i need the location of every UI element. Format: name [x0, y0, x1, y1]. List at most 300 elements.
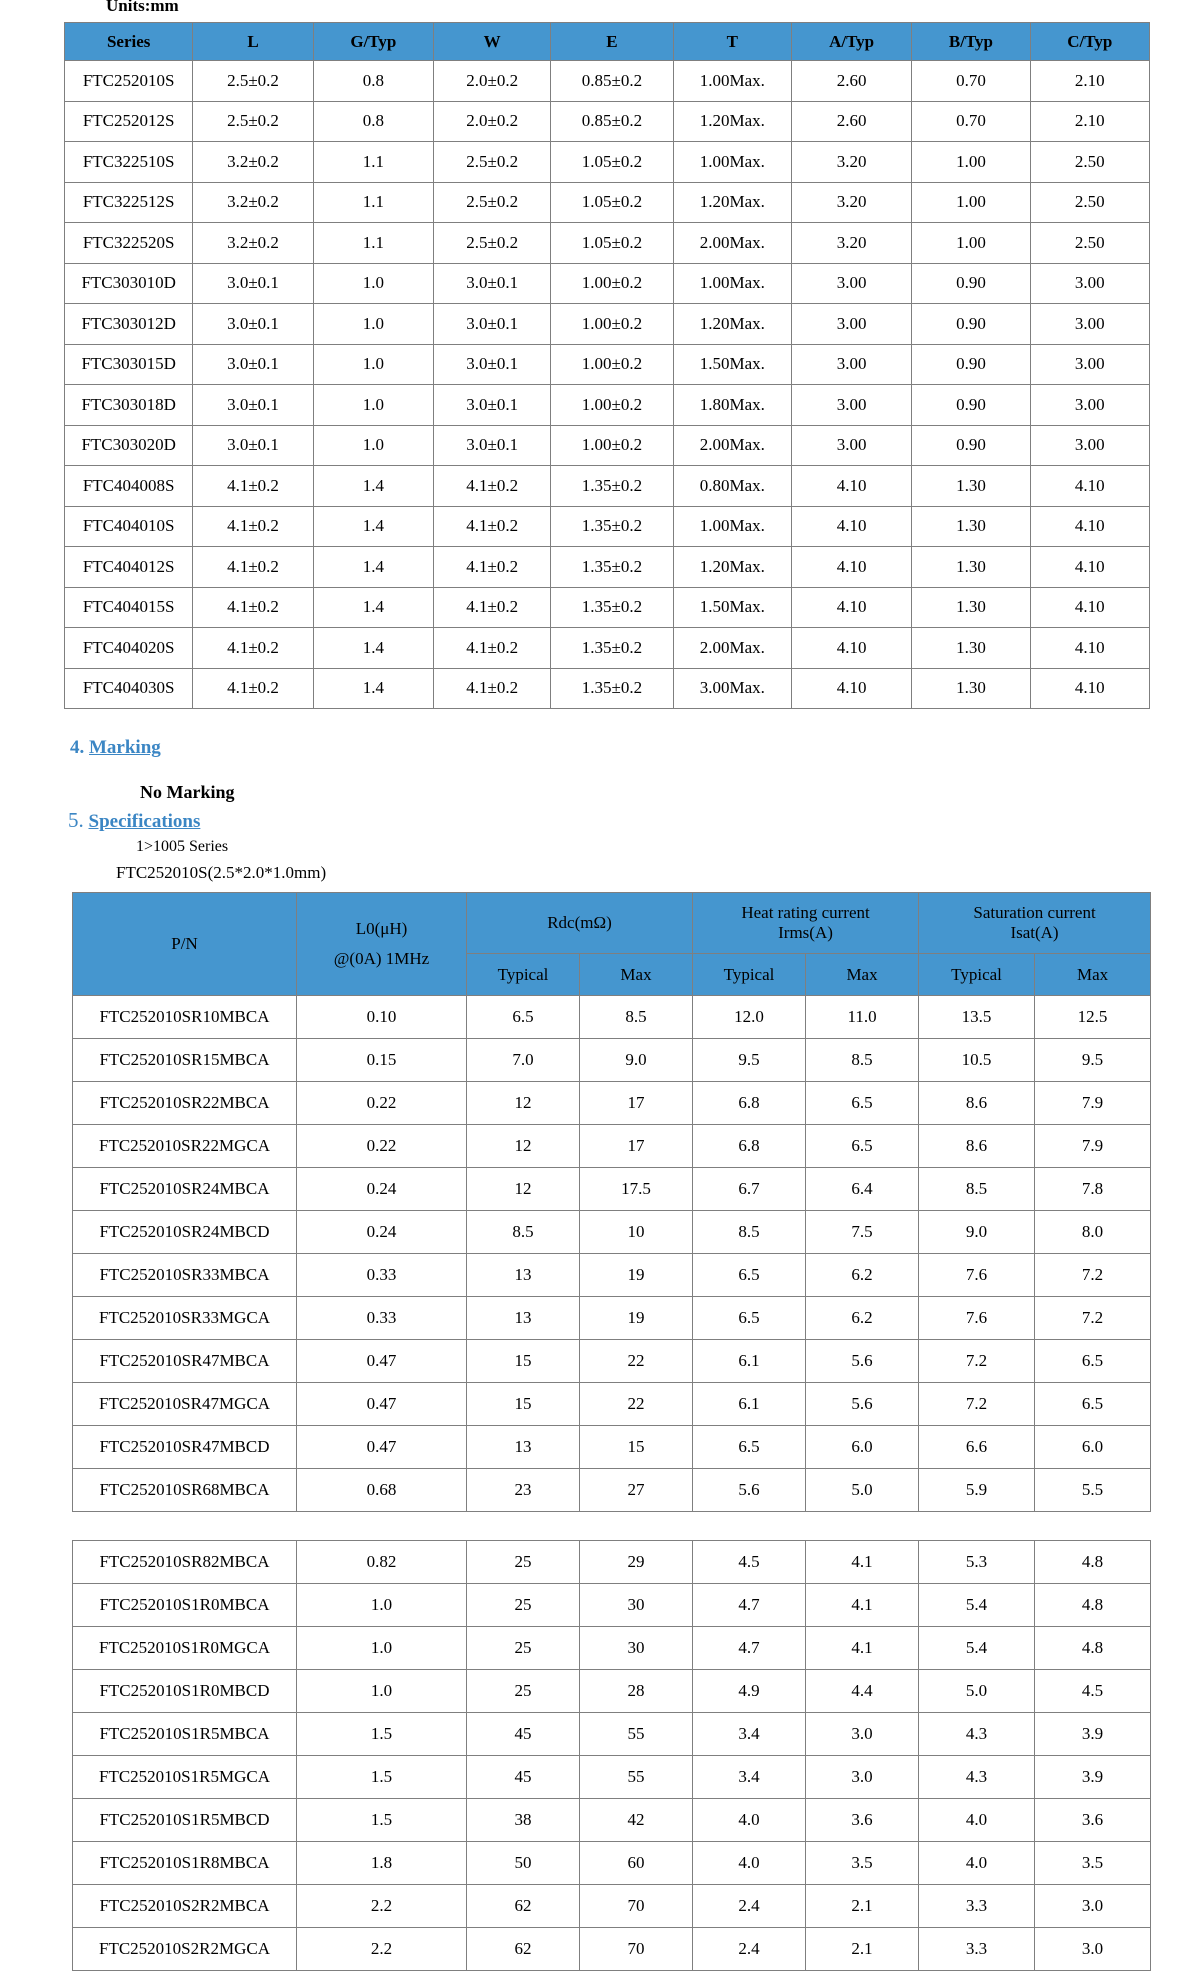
- cell-heat-typical: 5.6: [693, 1469, 806, 1512]
- table-row: [73, 1168, 1151, 1211]
- cell-g-typ: 1.4: [313, 466, 433, 507]
- cell-heat-max: 3.0: [806, 1713, 919, 1756]
- cell-e: 1.05±0.2: [551, 142, 673, 183]
- cell-b-typ: 0.90: [912, 263, 1030, 304]
- cell-series: FTC303012D: [65, 304, 193, 345]
- cell-sat-max: 6.0: [1035, 1426, 1151, 1469]
- cell-heat-typical: 6.8: [693, 1082, 806, 1125]
- cell-rdc-typical: 15: [467, 1383, 580, 1426]
- cell-heat-typical: 4.7: [693, 1627, 806, 1670]
- cell-pn: FTC252010SR22MBCA: [73, 1082, 297, 1125]
- cell-sat-max: 7.2: [1035, 1254, 1151, 1297]
- cell-b-typ: 0.90: [912, 304, 1030, 345]
- header-l: L: [193, 23, 313, 61]
- table-row: [73, 1541, 1151, 1584]
- cell-pn: FTC252010SR24MBCD: [73, 1211, 297, 1254]
- cell-c-typ: 3.00: [1030, 425, 1149, 466]
- spec-table: [72, 892, 1151, 1512]
- cell-pn: FTC252010SR33MBCA: [73, 1254, 297, 1297]
- cell-t: 2.00Max.: [673, 425, 791, 466]
- cell-heat-typical: 6.7: [693, 1168, 806, 1211]
- cell-rdc-max: 17.5: [580, 1168, 693, 1211]
- cell-t: 1.20Max.: [673, 547, 791, 588]
- cell-rdc-max: 19: [580, 1254, 693, 1297]
- table-row: [73, 1340, 1151, 1383]
- table-row: [65, 506, 1150, 547]
- cell-c-typ: 4.10: [1030, 547, 1149, 588]
- cell-l: 4.1±0.2: [193, 466, 313, 507]
- cell-series: FTC303018D: [65, 385, 193, 426]
- cell-t: 1.80Max.: [673, 385, 791, 426]
- cell-inductance: 1.8: [297, 1842, 467, 1885]
- cell-a-typ: 3.20: [791, 142, 911, 183]
- cell-pn: FTC252010SR47MBCD: [73, 1426, 297, 1469]
- cell-rdc-typical: 23: [467, 1469, 580, 1512]
- cell-c-typ: 2.50: [1030, 142, 1149, 183]
- cell-rdc-typical: 13: [467, 1254, 580, 1297]
- cell-c-typ: 3.00: [1030, 385, 1149, 426]
- dimension-table: [64, 22, 1150, 709]
- cell-rdc-typical: 12: [467, 1125, 580, 1168]
- cell-pn: FTC252010SR22MGCA: [73, 1125, 297, 1168]
- table-row: [73, 1469, 1151, 1512]
- cell-a-typ: 4.10: [791, 587, 911, 628]
- spec-table-body: [73, 1541, 1151, 1971]
- cell-heat-max: 6.0: [806, 1426, 919, 1469]
- cell-rdc-max: 27: [580, 1469, 693, 1512]
- cell-heat-typical: 4.5: [693, 1541, 806, 1584]
- cell-heat-max: 5.6: [806, 1340, 919, 1383]
- cell-sat-max: 3.5: [1035, 1842, 1151, 1885]
- spec-header-row: [73, 893, 1151, 954]
- cell-rdc-typical: 25: [467, 1541, 580, 1584]
- cell-a-typ: 4.10: [791, 506, 911, 547]
- cell-g-typ: 1.1: [313, 142, 433, 183]
- cell-g-typ: 1.4: [313, 547, 433, 588]
- cell-w: 4.1±0.2: [434, 587, 551, 628]
- header-series: Series: [65, 23, 193, 61]
- cell-t: 1.20Max.: [673, 304, 791, 345]
- cell-sat-max: 3.0: [1035, 1928, 1151, 1971]
- cell-sat-max: 3.9: [1035, 1713, 1151, 1756]
- cell-e: 1.05±0.2: [551, 182, 673, 223]
- cell-series: FTC404010S: [65, 506, 193, 547]
- cell-t: 1.00Max.: [673, 142, 791, 183]
- cell-l: 4.1±0.2: [193, 506, 313, 547]
- table-row: [65, 668, 1150, 709]
- header-heat-typical: Typical: [693, 954, 806, 996]
- table-row: [65, 547, 1150, 588]
- cell-heat-max: 7.5: [806, 1211, 919, 1254]
- cell-w: 3.0±0.1: [434, 344, 551, 385]
- cell-sat-max: 6.5: [1035, 1383, 1151, 1426]
- cell-pn: FTC252010SR68MBCA: [73, 1469, 297, 1512]
- cell-a-typ: 3.00: [791, 344, 911, 385]
- cell-rdc-typical: 6.5: [467, 996, 580, 1039]
- cell-heat-typical: 4.7: [693, 1584, 806, 1627]
- cell-inductance: 0.82: [297, 1541, 467, 1584]
- cell-series: FTC322510S: [65, 142, 193, 183]
- dimension-table-body: [65, 61, 1150, 709]
- cell-rdc-max: 15: [580, 1426, 693, 1469]
- cell-w: 2.5±0.2: [434, 142, 551, 183]
- table-row: [65, 61, 1150, 102]
- cell-rdc-typical: 15: [467, 1340, 580, 1383]
- cell-heat-typical: 12.0: [693, 996, 806, 1039]
- cell-t: 1.00Max.: [673, 506, 791, 547]
- cell-a-typ: 4.10: [791, 547, 911, 588]
- cell-sat-max: 4.5: [1035, 1670, 1151, 1713]
- table-row: [65, 344, 1150, 385]
- cell-c-typ: 4.10: [1030, 506, 1149, 547]
- cell-pn: FTC252010SR33MGCA: [73, 1297, 297, 1340]
- cell-rdc-typical: 25: [467, 1584, 580, 1627]
- cell-pn: FTC252010SR47MGCA: [73, 1383, 297, 1426]
- table-row: [73, 1670, 1151, 1713]
- cell-c-typ: 4.10: [1030, 466, 1149, 507]
- cell-sat-max: 5.5: [1035, 1469, 1151, 1512]
- cell-b-typ: 1.30: [912, 587, 1030, 628]
- cell-w: 2.5±0.2: [434, 182, 551, 223]
- table-row: [73, 1383, 1151, 1426]
- cell-pn: FTC252010S1R0MGCA: [73, 1627, 297, 1670]
- cell-a-typ: 4.10: [791, 668, 911, 709]
- cell-rdc-max: 70: [580, 1928, 693, 1971]
- cell-a-typ: 3.00: [791, 263, 911, 304]
- cell-l: 2.5±0.2: [193, 61, 313, 102]
- cell-rdc-typical: 45: [467, 1713, 580, 1756]
- cell-sat-typical: 7.2: [919, 1340, 1035, 1383]
- cell-inductance: 0.68: [297, 1469, 467, 1512]
- cell-t: 3.00Max.: [673, 668, 791, 709]
- cell-pn: FTC252010S2R2MGCA: [73, 1928, 297, 1971]
- table-row: [73, 1125, 1151, 1168]
- cell-sat-typical: 4.0: [919, 1842, 1035, 1885]
- cell-g-typ: 1.0: [313, 425, 433, 466]
- cell-a-typ: 2.60: [791, 61, 911, 102]
- table-row: [73, 1082, 1151, 1125]
- cell-l: 4.1±0.2: [193, 547, 313, 588]
- cell-pn: FTC252010S1R0MBCA: [73, 1584, 297, 1627]
- cell-g-typ: 1.0: [313, 263, 433, 304]
- cell-heat-max: 5.0: [806, 1469, 919, 1512]
- cell-sat-max: 12.5: [1035, 996, 1151, 1039]
- cell-sat-typical: 3.3: [919, 1885, 1035, 1928]
- cell-series: FTC404030S: [65, 668, 193, 709]
- header-heat-line2: Irms(A): [778, 923, 833, 942]
- cell-rdc-max: 42: [580, 1799, 693, 1842]
- cell-b-typ: 1.30: [912, 547, 1030, 588]
- cell-t: 1.50Max.: [673, 587, 791, 628]
- cell-inductance: 0.24: [297, 1168, 467, 1211]
- cell-heat-max: 3.0: [806, 1756, 919, 1799]
- cell-sat-max: 6.5: [1035, 1340, 1151, 1383]
- cell-g-typ: 1.0: [313, 385, 433, 426]
- table-row: [65, 142, 1150, 183]
- header-sat-max: Max: [1035, 954, 1151, 996]
- cell-b-typ: 1.30: [912, 506, 1030, 547]
- marking-text: No Marking: [140, 782, 235, 802]
- cell-l: 3.0±0.1: [193, 344, 313, 385]
- cell-e: 1.35±0.2: [551, 547, 673, 588]
- cell-inductance: 0.47: [297, 1340, 467, 1383]
- cell-heat-typical: 4.0: [693, 1799, 806, 1842]
- cell-t: 2.00Max.: [673, 628, 791, 669]
- cell-l: 3.0±0.1: [193, 385, 313, 426]
- cell-inductance: 1.0: [297, 1584, 467, 1627]
- header-sat-line1: Saturation current: [973, 903, 1096, 922]
- cell-g-typ: 1.4: [313, 506, 433, 547]
- cell-heat-typical: 6.5: [693, 1297, 806, 1340]
- table-row: [73, 1885, 1151, 1928]
- cell-w: 4.1±0.2: [434, 466, 551, 507]
- cell-heat-max: 6.2: [806, 1254, 919, 1297]
- cell-c-typ: 2.10: [1030, 61, 1149, 102]
- cell-rdc-typical: 38: [467, 1799, 580, 1842]
- cell-t: 2.00Max.: [673, 223, 791, 264]
- cell-inductance: 0.24: [297, 1211, 467, 1254]
- cell-g-typ: 1.4: [313, 628, 433, 669]
- cell-sat-typical: 5.4: [919, 1627, 1035, 1670]
- cell-w: 4.1±0.2: [434, 668, 551, 709]
- cell-a-typ: 3.00: [791, 425, 911, 466]
- cell-heat-max: 5.6: [806, 1383, 919, 1426]
- cell-heat-max: 6.2: [806, 1297, 919, 1340]
- cell-sat-typical: 8.5: [919, 1168, 1035, 1211]
- cell-heat-typical: 4.9: [693, 1670, 806, 1713]
- cell-rdc-typical: 62: [467, 1928, 580, 1971]
- cell-heat-typical: 9.5: [693, 1039, 806, 1082]
- cell-rdc-typical: 25: [467, 1627, 580, 1670]
- cell-t: 1.20Max.: [673, 101, 791, 142]
- cell-series: FTC303020D: [65, 425, 193, 466]
- table-row: [65, 425, 1150, 466]
- cell-w: 2.0±0.2: [434, 61, 551, 102]
- cell-inductance: 0.33: [297, 1297, 467, 1340]
- cell-series: FTC322520S: [65, 223, 193, 264]
- cell-c-typ: 3.00: [1030, 304, 1149, 345]
- cell-heat-typical: 6.8: [693, 1125, 806, 1168]
- dimension-header-row: [65, 23, 1150, 61]
- cell-pn: FTC252010S1R5MBCD: [73, 1799, 297, 1842]
- cell-heat-max: 4.1: [806, 1541, 919, 1584]
- section-title: Marking: [89, 737, 161, 758]
- table-row: [73, 1254, 1151, 1297]
- cell-heat-typical: 6.5: [693, 1254, 806, 1297]
- cell-c-typ: 3.00: [1030, 344, 1149, 385]
- cell-rdc-max: 30: [580, 1584, 693, 1627]
- cell-rdc-max: 30: [580, 1627, 693, 1670]
- cell-rdc-max: 22: [580, 1340, 693, 1383]
- header-e: E: [551, 23, 673, 61]
- table-row: [73, 1039, 1151, 1082]
- cell-sat-typical: 5.3: [919, 1541, 1035, 1584]
- cell-sat-max: 4.8: [1035, 1541, 1151, 1584]
- cell-c-typ: 4.10: [1030, 668, 1149, 709]
- cell-a-typ: 2.60: [791, 101, 911, 142]
- cell-l: 3.0±0.1: [193, 425, 313, 466]
- table-row: [73, 1297, 1151, 1340]
- cell-w: 4.1±0.2: [434, 506, 551, 547]
- cell-a-typ: 3.00: [791, 385, 911, 426]
- cell-pn: FTC252010SR47MBCA: [73, 1340, 297, 1383]
- cell-sat-typical: 4.0: [919, 1799, 1035, 1842]
- cell-b-typ: 1.30: [912, 668, 1030, 709]
- cell-sat-max: 9.5: [1035, 1039, 1151, 1082]
- cell-l: 3.2±0.2: [193, 223, 313, 264]
- table-row: [65, 223, 1150, 264]
- header-rdc: Rdc(mΩ): [467, 893, 693, 954]
- table-row: [73, 1928, 1151, 1971]
- cell-sat-max: 7.9: [1035, 1125, 1151, 1168]
- cell-l: 3.2±0.2: [193, 182, 313, 223]
- cell-series: FTC404015S: [65, 587, 193, 628]
- section-number: 5.: [68, 808, 84, 832]
- cell-l: 2.5±0.2: [193, 101, 313, 142]
- cell-rdc-typical: 13: [467, 1297, 580, 1340]
- header-heat-line1: Heat rating current: [741, 903, 870, 922]
- section-title: Specifications: [88, 811, 201, 832]
- cell-heat-max: 11.0: [806, 996, 919, 1039]
- header-inductance-line2: @(0A) 1MHz: [333, 949, 430, 968]
- table-row: [73, 996, 1151, 1039]
- cell-pn: FTC252010S1R0MBCD: [73, 1670, 297, 1713]
- cell-rdc-max: 8.5: [580, 996, 693, 1039]
- cell-sat-max: 3.6: [1035, 1799, 1151, 1842]
- table-row: [73, 1426, 1151, 1469]
- cell-w: 2.0±0.2: [434, 101, 551, 142]
- cell-heat-max: 4.1: [806, 1627, 919, 1670]
- cell-g-typ: 1.1: [313, 223, 433, 264]
- cell-heat-typical: 6.5: [693, 1426, 806, 1469]
- cell-heat-typical: 2.4: [693, 1885, 806, 1928]
- cell-pn: FTC252010SR24MBCA: [73, 1168, 297, 1211]
- cell-series: FTC252010S: [65, 61, 193, 102]
- header-g-typ: G/Typ: [313, 23, 433, 61]
- cell-rdc-typical: 7.0: [467, 1039, 580, 1082]
- cell-sat-typical: 13.5: [919, 996, 1035, 1039]
- header-rdc-typical: Typical: [467, 954, 580, 996]
- cell-pn: FTC252010S1R8MBCA: [73, 1842, 297, 1885]
- cell-c-typ: 4.10: [1030, 587, 1149, 628]
- cell-sat-max: 8.0: [1035, 1211, 1151, 1254]
- cell-sat-max: 7.9: [1035, 1082, 1151, 1125]
- series-note: 1>1005 Series: [136, 838, 229, 855]
- cell-series: FTC322512S: [65, 182, 193, 223]
- table-row: [73, 1211, 1151, 1254]
- cell-e: 1.35±0.2: [551, 466, 673, 507]
- cell-series: FTC303015D: [65, 344, 193, 385]
- cell-sat-max: 3.9: [1035, 1756, 1151, 1799]
- table-row: [65, 587, 1150, 628]
- cell-c-typ: 2.10: [1030, 101, 1149, 142]
- header-b-typ: B/Typ: [912, 23, 1030, 61]
- spec-table-continued: [72, 1540, 1151, 1971]
- cell-inductance: 0.22: [297, 1082, 467, 1125]
- header-saturation-current: [919, 893, 1151, 954]
- cell-t: 1.20Max.: [673, 182, 791, 223]
- cell-t: 0.80Max.: [673, 466, 791, 507]
- cell-sat-typical: 6.6: [919, 1426, 1035, 1469]
- table-row: [73, 1842, 1151, 1885]
- cell-e: 1.05±0.2: [551, 223, 673, 264]
- cell-heat-max: 4.4: [806, 1670, 919, 1713]
- cell-b-typ: 1.00: [912, 223, 1030, 264]
- cell-e: 1.00±0.2: [551, 263, 673, 304]
- cell-inductance: 0.33: [297, 1254, 467, 1297]
- cell-sat-typical: 7.2: [919, 1383, 1035, 1426]
- cell-pn: FTC252010S1R5MBCA: [73, 1713, 297, 1756]
- cell-a-typ: 3.20: [791, 182, 911, 223]
- cell-e: 1.35±0.2: [551, 506, 673, 547]
- cell-series: FTC303010D: [65, 263, 193, 304]
- cell-b-typ: 0.90: [912, 344, 1030, 385]
- cell-a-typ: 4.10: [791, 628, 911, 669]
- cell-heat-max: 4.1: [806, 1584, 919, 1627]
- cell-rdc-max: 60: [580, 1842, 693, 1885]
- header-heat-current: [693, 893, 919, 954]
- cell-heat-typical: 3.4: [693, 1713, 806, 1756]
- cell-sat-typical: 4.3: [919, 1713, 1035, 1756]
- cell-inductance: 1.5: [297, 1756, 467, 1799]
- cell-w: 4.1±0.2: [434, 628, 551, 669]
- table-row: [73, 1713, 1151, 1756]
- header-heat-max: Max: [806, 954, 919, 996]
- cell-c-typ: 4.10: [1030, 628, 1149, 669]
- cell-e: 1.35±0.2: [551, 668, 673, 709]
- header-t: T: [673, 23, 791, 61]
- cell-inductance: 1.5: [297, 1713, 467, 1756]
- header-rdc-max: Max: [580, 954, 693, 996]
- cell-rdc-max: 28: [580, 1670, 693, 1713]
- cell-rdc-typical: 13: [467, 1426, 580, 1469]
- header-c-typ: C/Typ: [1030, 23, 1149, 61]
- cell-rdc-typical: 45: [467, 1756, 580, 1799]
- cell-g-typ: 0.8: [313, 101, 433, 142]
- cell-rdc-typical: 50: [467, 1842, 580, 1885]
- cell-l: 4.1±0.2: [193, 668, 313, 709]
- cell-pn: FTC252010S2R2MBCA: [73, 1885, 297, 1928]
- cell-rdc-typical: 62: [467, 1885, 580, 1928]
- cell-e: 0.85±0.2: [551, 61, 673, 102]
- cell-series: FTC404012S: [65, 547, 193, 588]
- cell-heat-typical: 4.0: [693, 1842, 806, 1885]
- table-row: [65, 628, 1150, 669]
- cell-heat-typical: 6.1: [693, 1383, 806, 1426]
- cell-inductance: 0.47: [297, 1426, 467, 1469]
- cell-rdc-max: 17: [580, 1082, 693, 1125]
- cell-sat-typical: 8.6: [919, 1125, 1035, 1168]
- cell-heat-max: 6.4: [806, 1168, 919, 1211]
- cell-inductance: 0.10: [297, 996, 467, 1039]
- cell-inductance: 1.0: [297, 1670, 467, 1713]
- cell-sat-typical: 9.0: [919, 1211, 1035, 1254]
- cell-rdc-max: 17: [580, 1125, 693, 1168]
- cell-pn: FTC252010SR82MBCA: [73, 1541, 297, 1584]
- header-a-typ: A/Typ: [791, 23, 911, 61]
- cell-g-typ: 1.4: [313, 668, 433, 709]
- cell-sat-typical: 5.9: [919, 1469, 1035, 1512]
- header-sat-line2: Isat(A): [1010, 923, 1059, 942]
- cell-g-typ: 1.0: [313, 344, 433, 385]
- cell-b-typ: 1.30: [912, 628, 1030, 669]
- cell-b-typ: 0.90: [912, 385, 1030, 426]
- cell-sat-typical: 7.6: [919, 1297, 1035, 1340]
- cell-heat-typical: 6.1: [693, 1340, 806, 1383]
- cell-c-typ: 3.00: [1030, 263, 1149, 304]
- cell-l: 4.1±0.2: [193, 628, 313, 669]
- cell-w: 3.0±0.1: [434, 263, 551, 304]
